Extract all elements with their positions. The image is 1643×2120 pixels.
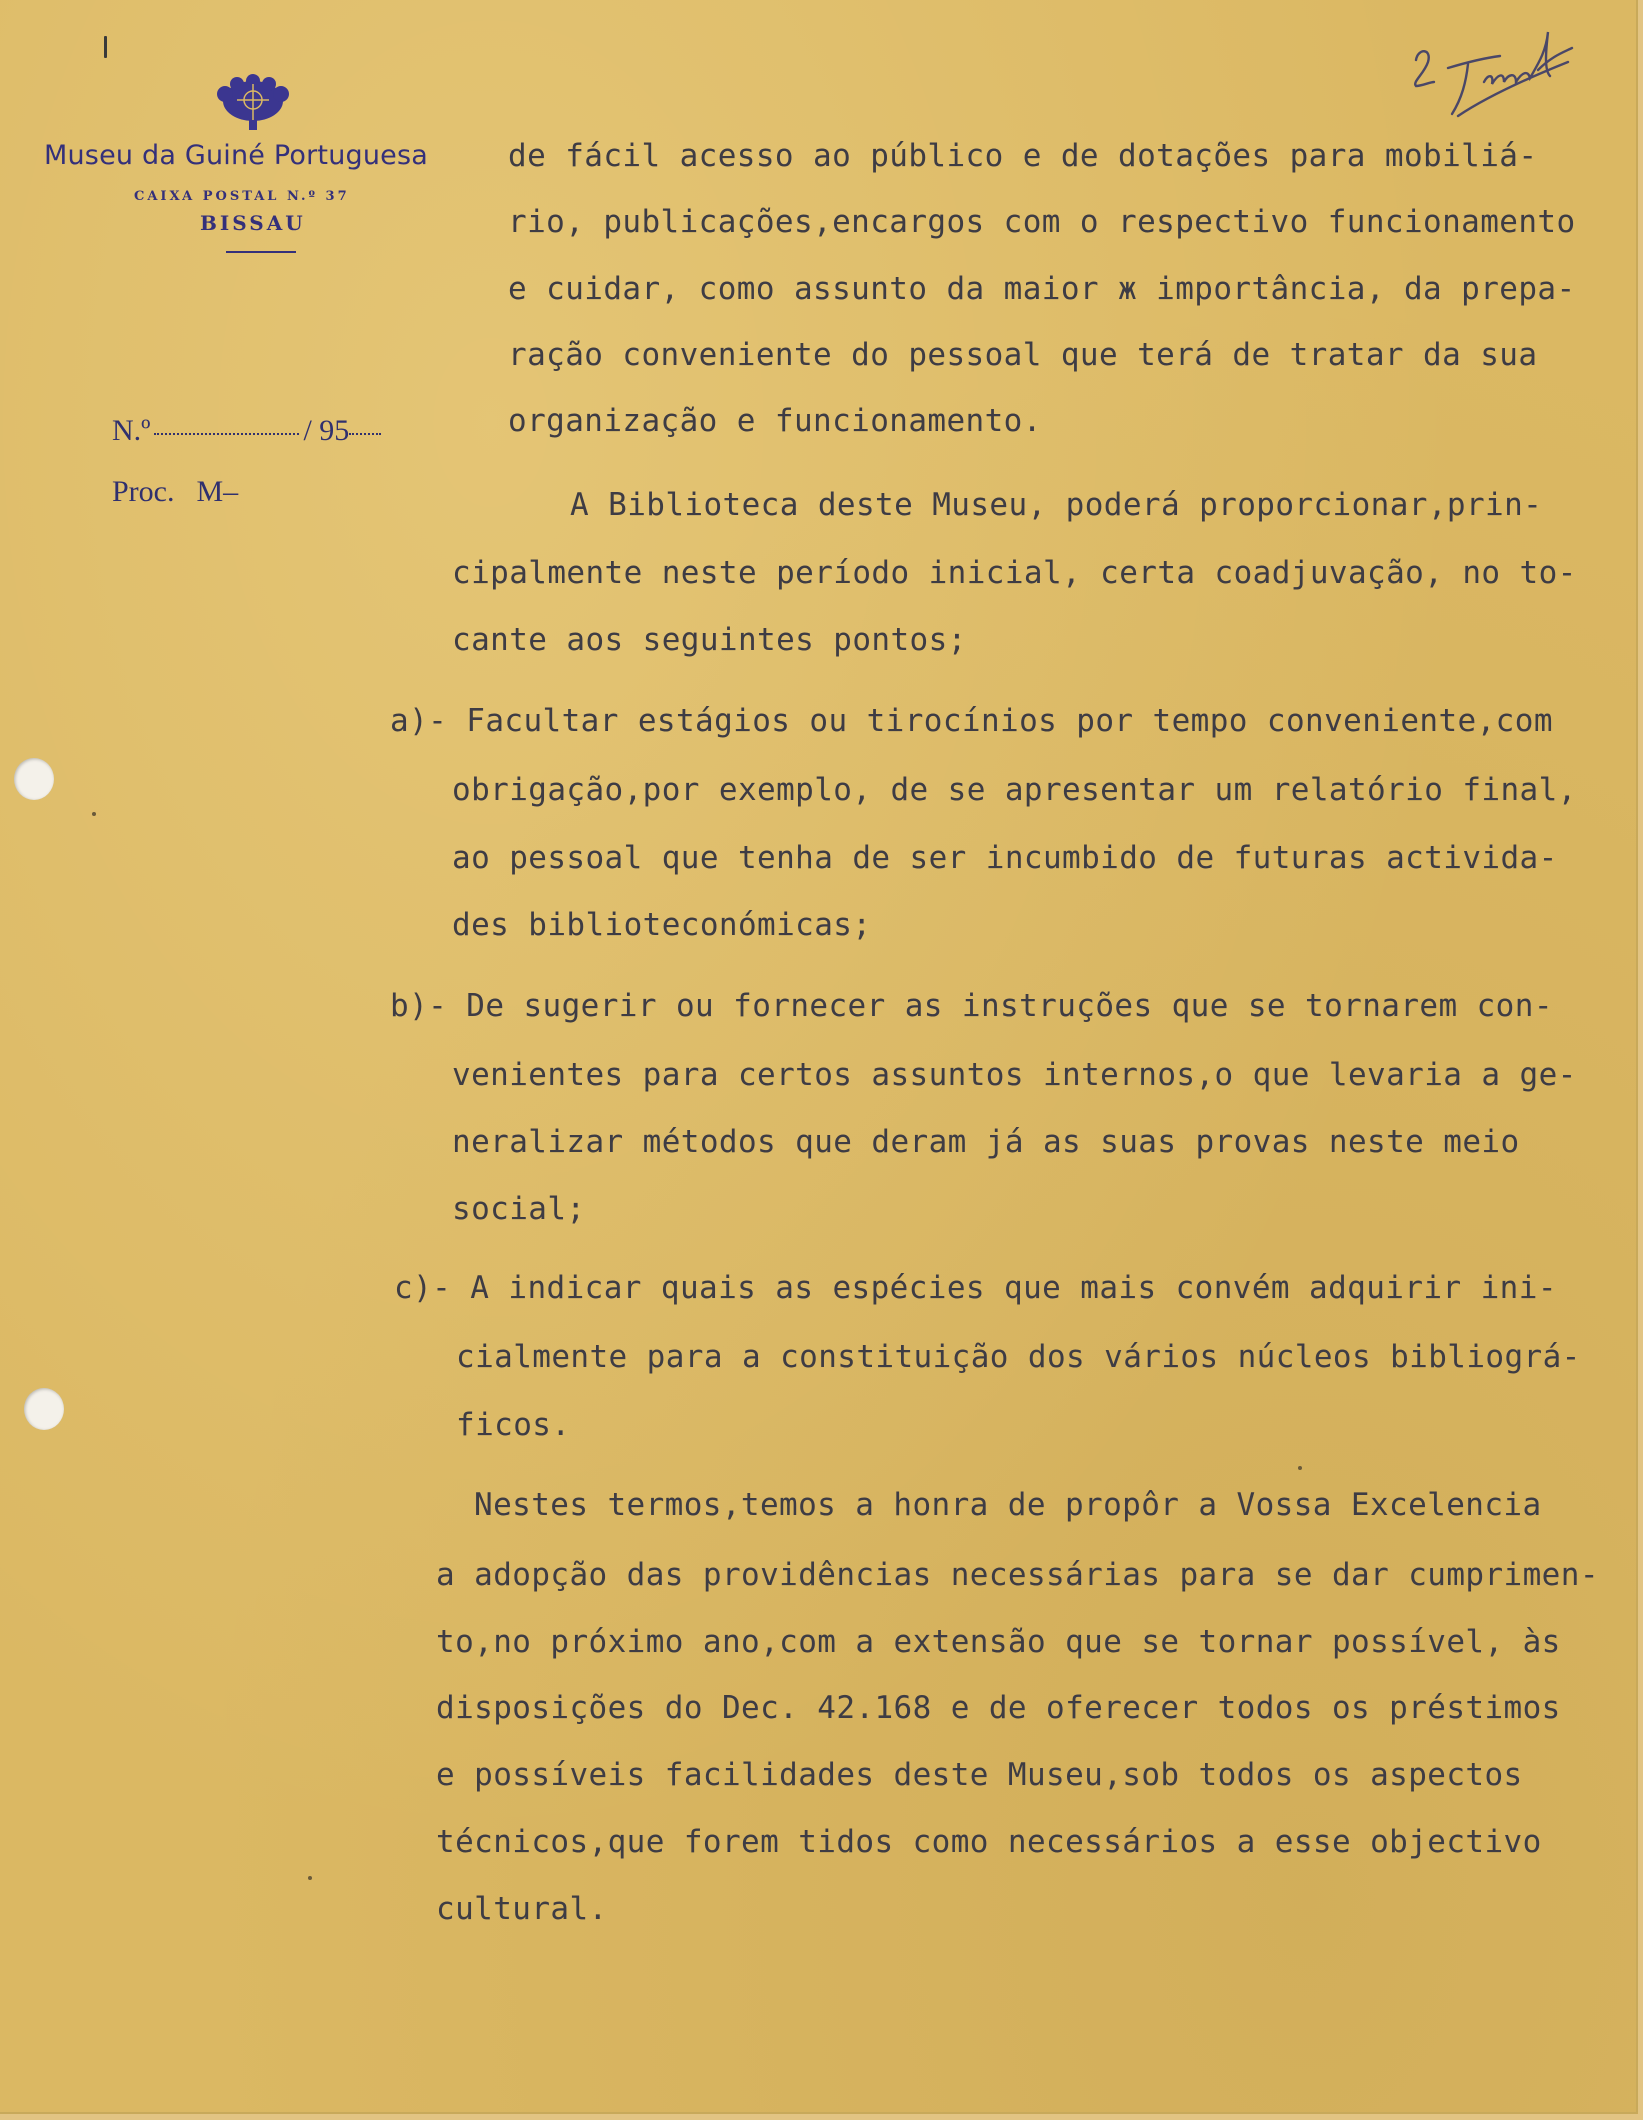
paper-speck [92,812,96,816]
paper-speck [104,36,107,58]
body-line: rio, publicações,encargos com o respectivo funcionamento [508,204,1576,240]
body-line: técnicos,que forem tidos como necessários a esse objectivo [436,1824,1542,1860]
body-line: e cuidar, como assunto da maior ж importância, da prepa- [508,271,1576,307]
body-line: to,no próximo ano,com a extensão que se tornar possível, às [436,1624,1561,1660]
body-line: a adopção das providências necessárias para se dar cumprimen- [436,1557,1599,1593]
list-item-c: c)- A indicar quais as espécies que mais convém adquirir ini- [394,1270,1557,1306]
paper-speck [1298,1466,1302,1470]
body-line: ração conveniente do pessoal que terá de tratar da sua [508,337,1538,373]
punch-hole-lower [24,1388,64,1430]
process-label: Proc. [112,475,175,508]
museum-name: Museu da Guiné Portuguesa [44,140,429,171]
body-line: cialmente para a constituição dos vários núcleos bibliográ- [456,1339,1581,1375]
body-line: disposições do Dec. 42.168 e de oferecer todos os préstimos [436,1690,1561,1726]
process-reference [112,475,238,509]
body-line: cultural. [436,1891,608,1927]
body-line: venientes para certos assuntos internos,o que levaria a ge- [452,1057,1577,1093]
reference-year: / 95 [303,414,350,447]
museum-emblem-icon [215,74,291,132]
postal-address: CAIXA POSTAL N.º 37 [134,189,350,204]
body-line: A Biblioteca deste Museu, poderá proporcionar,prin- [570,487,1543,523]
list-item-b: b)- De sugerir ou fornecer as instruções que se tornarem con- [390,988,1553,1024]
body-line: ao pessoal que tenha de ser incumbido de futuras activida- [452,840,1558,876]
reference-year-blank [349,431,381,435]
body-line: e possíveis facilidades deste Museu,sob todos os aspectos [436,1757,1523,1793]
paper-speck [308,1876,312,1880]
list-item-a: a)- Facultar estágios ou tirocínios por tempo conveniente,com [390,703,1553,739]
body-line: cante aos seguintes pontos; [452,622,967,658]
reference-number [112,414,381,448]
body-line: des biblioteconómicas; [452,907,872,943]
body-line: cipalmente neste período inicial, certa coadjuvação, no to- [452,555,1577,591]
header-divider [226,251,296,253]
process-value: M– [196,475,239,508]
body-line: organização e funcionamento. [508,403,1042,439]
handwritten-signature [1388,12,1578,122]
body-line: obrigação,por exemplo, de se apresentar um relatório final, [452,772,1577,808]
body-line: social; [452,1191,586,1227]
punch-hole-upper [14,758,54,800]
city-name: BISSAU [200,211,306,235]
body-line: ficos. [456,1407,571,1443]
reference-number-label: N.º [112,414,151,447]
body-line: neralizar métodos que deram já as suas provas neste meio [452,1124,1520,1160]
reference-number-blank [154,431,299,435]
body-line: de fácil acesso ao público e de dotações para mobiliá- [508,138,1538,174]
body-line: Nestes termos,temos a honra de propôr a Vossa Excelencia [474,1487,1542,1523]
